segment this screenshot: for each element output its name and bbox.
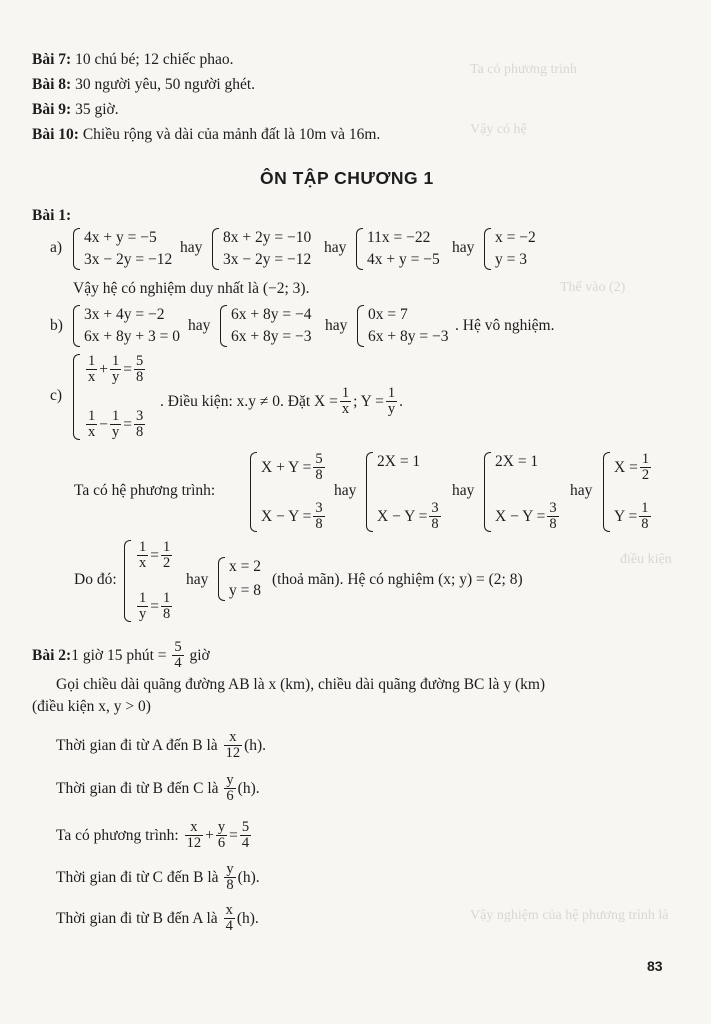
answer-line: Bài 9: 35 giờ. [32, 101, 119, 118]
part-tag: a) [50, 239, 63, 256]
equation-system: $\frac{1}{x}$ + $\frac{1}{y}$ = $\frac{5}{8}$ $\frac{1}{x}$ − $\frac{1}{y}$ = $\frac{3}{8}$ [73, 354, 147, 440]
equation-system: 3x + 4y = −2 6x + 8y + 3 = 0 [73, 305, 180, 347]
connector-word: hay [188, 317, 211, 334]
part-tag: c) [50, 387, 63, 404]
connector-word: hay [452, 239, 475, 256]
conclusion-text: . Hệ vô nghiệm. [455, 317, 555, 334]
connector-word: hay [186, 571, 209, 588]
chapter-title: ÔN TẬP CHƯƠNG 1 [260, 168, 434, 188]
equation-system: X = $\frac{1}{2}$ Y = $\frac{1}{8}$ [603, 452, 653, 532]
connector-word: hay [180, 239, 203, 256]
equation-system: 11x = −22 4x + y = −5 [356, 228, 440, 270]
time-line: Thời gian đi từ C đến B là $\frac{y}{8}$ (h). [56, 861, 260, 893]
equation-system: X + Y = $\frac{5}{8}$ X − Y = $\frac{3}{8}$ [250, 452, 327, 532]
equation-system: $\frac{1}{x}$ = $\frac{1}{2}$ $\frac{1}{y}$ = $\frac{1}{8}$ [124, 540, 174, 622]
time-line: Thời gian đi từ B đến A là $\frac{x}{4}$ (h). [56, 902, 259, 934]
bleed-through-text: Vậy nghiệm của hệ phương trình là [470, 908, 669, 923]
equation-system: 2X = 1 X − Y = $\frac{3}{8}$ [484, 452, 561, 532]
exercise-line: Bài 2: 1 giờ 15 phút = $\frac{5}{4}$ giờ [32, 639, 210, 671]
answer-line: Bài 7: 10 chú bé; 12 chiếc phao. [32, 51, 234, 68]
time-line: Thời gian đi từ B đến C là $\frac{y}{6}$ (h). [56, 772, 260, 804]
connector-word: hay [324, 239, 347, 256]
equation-line: Ta có phương trình: $\frac{x}{12}$ + $\frac{y}{6}$ = $\frac{5}{4}$ [56, 819, 250, 851]
equation-system: 0x = 7 6x + 8y = −3 [357, 305, 448, 347]
exercise-label: Bài 1: [32, 207, 72, 224]
connector-word: hay [452, 482, 475, 499]
body-text: Gọi chiều dài quãng đường AB là x (km), chiều dài quãng đường BC là y (km) [56, 676, 546, 693]
conclusion-text: Vậy hệ có nghiệm duy nhất là (−2; 3). [73, 280, 310, 297]
equation-system: 2X = 1 X − Y = $\frac{3}{8}$ [366, 452, 443, 532]
connector-word: hay [334, 482, 357, 499]
connector-word: hay [325, 317, 348, 334]
answer-line: Bài 10: Chiều rộng và dài của mảnh đất là 10m và 16m. [32, 126, 381, 143]
bleed-through-text: điều kiện [620, 552, 672, 567]
bleed-through-text: Ta có phương trình [470, 62, 577, 77]
equation-system: 6x + 8y = −4 6x + 8y = −3 [220, 305, 311, 347]
bleed-through-text: Vậy có hệ [470, 122, 527, 137]
connector-word: hay [570, 482, 593, 499]
part-tag: b) [50, 317, 63, 334]
time-line: Thời gian đi từ A đến B là $\frac{x}{12}$ (h). [56, 729, 267, 761]
page-number: 83 [647, 958, 663, 974]
dodo-label: Do đó: [74, 571, 117, 588]
answer-line: Bài 8: 30 người yêu, 50 người ghét. [32, 76, 256, 93]
equation-system: x = 2 y = 8 [218, 557, 261, 601]
result-text: (thoả mãn). Hệ có nghiệm (x; y) = (2; 8) [272, 571, 523, 588]
equation-system: x = −2 y = 3 [484, 228, 536, 270]
body-text: (điều kiện x, y > 0) [32, 698, 151, 715]
equation-system: 4x + y = −5 3x − 2y = −12 [73, 228, 172, 270]
condition-text: . Điều kiện: x.y ≠ 0. Đặt X = $\frac{1}{x}$ ; Y = $\frac{1}{y}$ . [160, 385, 404, 417]
bleed-through-text: Thế vào (2) [560, 280, 626, 295]
equation-system: 8x + 2y = −10 3x − 2y = −12 [212, 228, 311, 270]
system-heading: Ta có hệ phương trình: [74, 482, 216, 499]
